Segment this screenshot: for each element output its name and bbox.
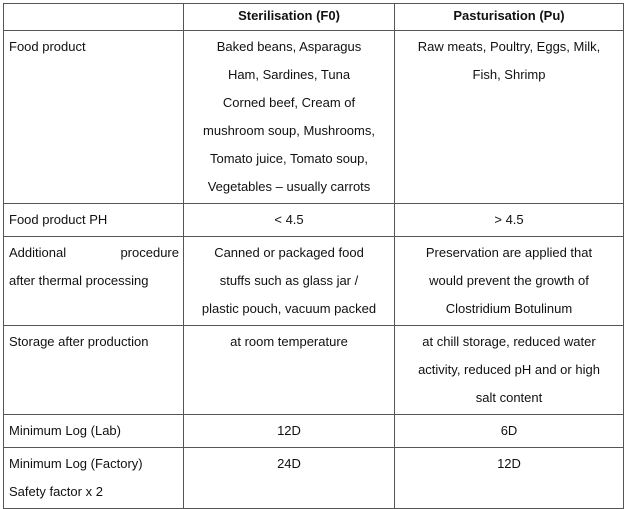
cell-line: 6D bbox=[500, 423, 518, 438]
cell-line: after thermal processing bbox=[9, 273, 149, 288]
cell-line: mushroom soup, Mushrooms, bbox=[203, 123, 375, 138]
cell-pasturisation-log-factory bbox=[395, 448, 624, 509]
cell-sterilisation-ph bbox=[184, 204, 395, 237]
cell-line: Minimum Log (Factory) bbox=[9, 456, 143, 471]
cell-line: plastic pouch, vacuum packed bbox=[201, 301, 377, 316]
cell-line: Food product PH bbox=[9, 212, 108, 227]
cell-pasturisation-ph bbox=[395, 204, 624, 237]
comparison-table bbox=[3, 3, 624, 509]
cell-pasturisation-log-lab bbox=[395, 415, 624, 448]
row-label-food-product-ph bbox=[4, 204, 184, 237]
cell-line: Safety factor x 2 bbox=[9, 484, 103, 499]
row-label-additional-procedure bbox=[4, 237, 184, 326]
cell-line: Ham, Sardines, Tuna bbox=[227, 67, 351, 82]
cell-line: Storage after production bbox=[9, 334, 149, 349]
cell-line: Raw meats, Poultry, Eggs, Milk, bbox=[417, 39, 601, 54]
table-row bbox=[4, 448, 624, 509]
cell-line: at room temperature bbox=[230, 334, 348, 349]
cell-pasturisation-food-product bbox=[395, 31, 624, 204]
cell-sterilisation-storage bbox=[184, 326, 395, 415]
cell-line: would prevent the growth of bbox=[429, 273, 589, 288]
cell-line: salt content bbox=[475, 390, 543, 405]
row-label-min-log-factory bbox=[4, 448, 184, 509]
row-label-storage bbox=[4, 326, 184, 415]
cell-line-justified bbox=[9, 239, 179, 267]
header-row bbox=[4, 4, 624, 31]
cell-pasturisation-storage bbox=[395, 326, 624, 415]
cell-line: Clostridium Botulinum bbox=[445, 301, 573, 316]
table-row bbox=[4, 237, 624, 326]
cell-line: < 4.5 bbox=[274, 212, 304, 227]
cell-line: at chill storage, reduced water bbox=[422, 334, 596, 349]
table-row bbox=[4, 326, 624, 415]
label-word: procedure bbox=[120, 245, 179, 260]
cell-line: Corned beef, Cream of bbox=[222, 95, 356, 110]
header-empty bbox=[4, 4, 184, 31]
cell-sterilisation-log-factory bbox=[184, 448, 395, 509]
cell-line: 12D bbox=[497, 456, 521, 471]
cell-line: 24D bbox=[277, 456, 301, 471]
cell-sterilisation-food-product bbox=[184, 31, 395, 204]
cell-line: Vegetables – usually carrots bbox=[207, 179, 371, 194]
table-row bbox=[4, 31, 624, 204]
cell-line: Fish, Shrimp bbox=[472, 67, 546, 82]
cell-line: activity, reduced pH and or high bbox=[418, 362, 600, 377]
cell-line: Tomato juice, Tomato soup, bbox=[209, 151, 368, 166]
cell-line: stuffs such as glass jar / bbox=[219, 273, 359, 288]
row-label-food-product bbox=[4, 31, 184, 204]
cell-line: Baked beans, Asparagus bbox=[216, 39, 362, 54]
cell-line: > 4.5 bbox=[494, 212, 524, 227]
cell-line: Preservation are applied that bbox=[425, 245, 593, 260]
cell-line: Minimum Log (Lab) bbox=[9, 423, 121, 438]
cell-pasturisation-procedure bbox=[395, 237, 624, 326]
cell-line: 12D bbox=[277, 423, 301, 438]
row-label-min-log-lab bbox=[4, 415, 184, 448]
cell-line: Canned or packaged food bbox=[214, 245, 364, 260]
cell-line: Food product bbox=[9, 39, 86, 54]
table-row bbox=[4, 204, 624, 237]
cell-sterilisation-log-lab bbox=[184, 415, 395, 448]
cell-sterilisation-procedure bbox=[184, 237, 395, 326]
header-pasturisation: Pasturisation (Pu) bbox=[395, 4, 624, 31]
label-word: Additional bbox=[9, 245, 67, 260]
table-row bbox=[4, 415, 624, 448]
header-sterilisation: Sterilisation (F0) bbox=[184, 4, 395, 31]
